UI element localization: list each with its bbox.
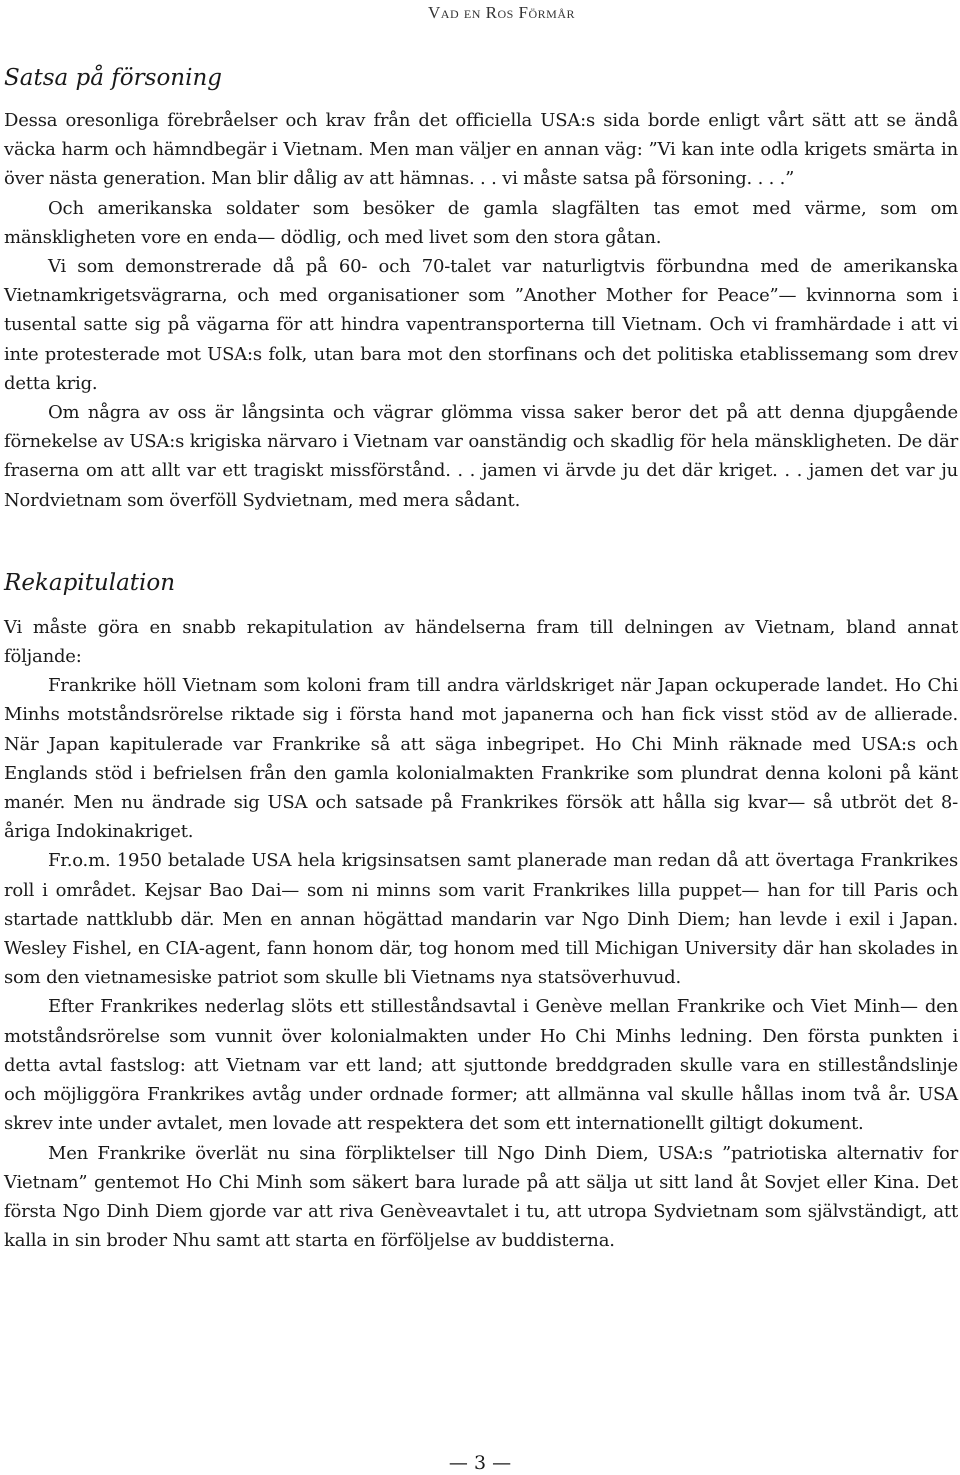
paragraph: Vi måste göra en snabb rekapitulation av händelserna fram till delningen av Vietnam, bland annat följande: <box>4 616 958 668</box>
paragraph: Efter Frankrikes nederlag slöts ett stilleståndsavtal i Genève mellan Frankrike och Viet Minh— den motståndsrörelse som vunnit över kolonialmakten under Ho Chi Minhs ledning. Den första punkten i detta avtal fastslog: att Vietnam var ett land; att sjuttonde breddgraden skulle vara en stilleståndslinje och möjliggöra Frankrikes avtåg under ordnade former; att allmänna val skulle hållas inom två år. USA skrev inte under avtalet, men lovade att respektera det som ett internationellt giltigt dokument. <box>4 996 958 1135</box>
paragraph: Dessa oresonliga förebråelser och krav från det officiella USA:s sida borde enligt vårt sätt att se ändå väcka harm och hämndbegär i Vietnam. Men man väljer en annan väg: ”Vi kan inte odla krigets smärta in över nästa generation. Man blir dålig av att hämnas. . . vi måste satsa på försoning. . . .” <box>4 110 958 190</box>
paragraph: Om några av oss är långsinta och vägrar glömma vissa saker beror det på att denna djupgående förnekelse av USA:s krigiska närvaro i Vietnam var oanständig och skadlig för hela mänskligheten. De där fraserna om att allt var ett tragiskt missförstånd. . . jamen vi ärvde ju det där kriget. . . jamen det var ju Nordvietnam som överföll Sydvietnam, med mera sådant. <box>4 402 958 511</box>
paragraph: Och amerikanska soldater som besöker de gamla slagfälten tas emot med värme, som om mänskligheten vore en enda— dödlig, och med livet som den stora gåtan. <box>4 197 958 248</box>
paragraph: Frankrike höll Vietnam som koloni fram till andra världskriget när Japan ockuperade landet. Ho Chi Minhs motståndsrörelse riktade sig i första hand mot japanerna och han fick visst stöd av de allierade. När Japan kapitulerade var Frankrike så att säga inbegripet. Ho Chi Minh räknade med USA:s och Englands stöd i befrielsen från den gamla kolonialmakten Frankrike som plundrat denna koloni på känt manér. Men nu ändrade sig USA och satsade på Frankrikes försök att hålla sig kvar— så utbröt det 8-åriga Indokinakriget. <box>4 675 958 843</box>
page-body <box>4 62 958 1255</box>
paragraph: Fr.o.m. 1950 betalade USA hela krigsinsatsen samt planerade man redan då att övertaga Frankrikes roll i området. Kejsar Bao Dai— som ni minns som varit Frankrikes lilla puppet— han for till Paris och startade nattklubb där. Men en annan högättad mandarin var Ngo Dinh Diem; han levde i exil i Japan. Wesley Fishel, en CIA-agent, fann honom där, tog honom med till Michigan University där han skolades in som den vietnamesiske patriot som skulle bli Vietnams nya statsöverhuvud. <box>4 850 958 989</box>
running-header: Vad en Ros Förmår <box>428 3 575 22</box>
paragraph: Vi som demonstrerade då på 60- och 70-talet var naturligtvis förbundna med de amerikanska Vietnamkrigetsvägrarna, och med organisationer som ”Another Mother for Peace”— kvinnorna som i tusental satte sig på vägarna för att hindra vapentransporterna till Vietnam. Och vi framhärdade i att vi inte protesterade mot USA:s folk, utan bara mot den storfinans och det politiska etablissemang som drev detta krig. <box>4 256 958 394</box>
section-heading: Rekapitulation <box>4 569 176 596</box>
section-heading: Satsa på försoning <box>4 65 222 91</box>
page-number: — 3 — <box>448 1452 512 1474</box>
paragraph: Men Frankrike överlät nu sina förpliktelser till Ngo Dinh Diem, USA:s ”patriotiska alternativ for Vietnam” gentemot Ho Chi Minh som säkert bara lurade på att sälja ut sitt land åt Sovjet eller Kina. Det första Ngo Dinh Diem gjorde var att riva Genèveavtalet i tu, att utropa Sydvietnam som självständigt, att kalla in sin broder Nhu samt att starta en förföljelse av buddisterna. <box>4 1142 958 1252</box>
